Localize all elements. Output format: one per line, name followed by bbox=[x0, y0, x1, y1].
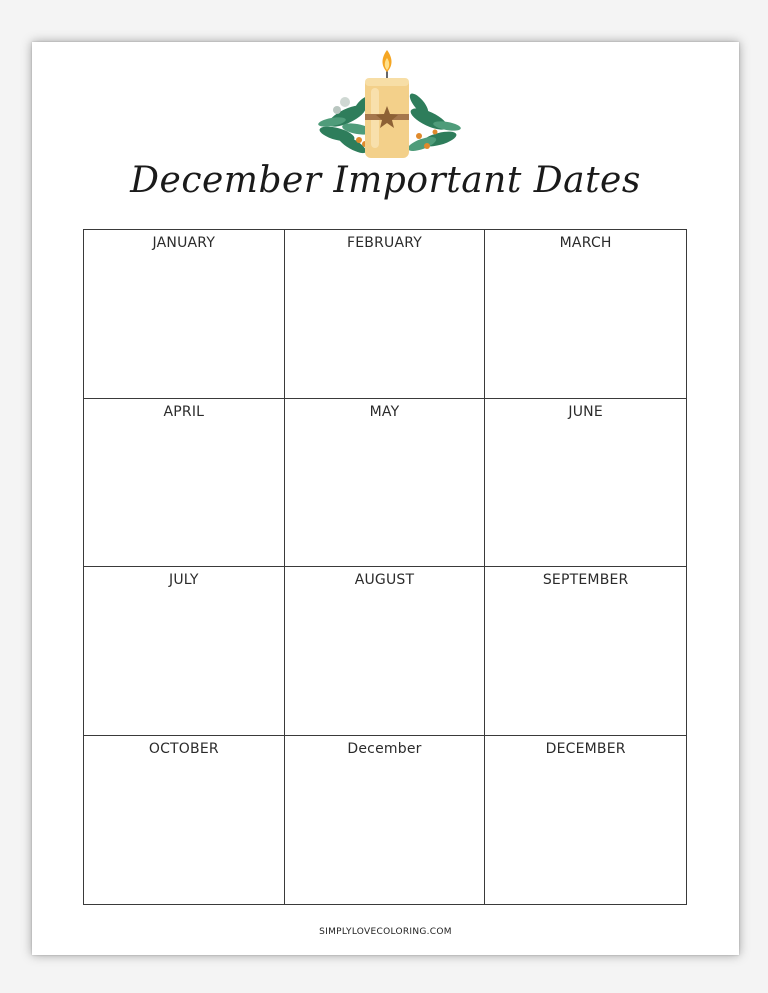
month-cell-april[interactable] bbox=[84, 399, 285, 568]
month-label: AUGUST bbox=[354, 572, 415, 588]
month-cell-july[interactable] bbox=[84, 567, 285, 736]
footer-website: SIMPLYLOVECOLORING.COM bbox=[319, 927, 452, 937]
month-cell-march[interactable] bbox=[485, 230, 686, 399]
months-grid bbox=[83, 229, 687, 905]
month-cell-january[interactable] bbox=[84, 230, 285, 399]
month-label: DECEMBER bbox=[545, 740, 626, 757]
month-cell-may[interactable] bbox=[285, 399, 486, 568]
month-label: JULY bbox=[168, 572, 199, 588]
month-cell-february[interactable] bbox=[285, 230, 486, 399]
month-label: JUNE bbox=[568, 403, 603, 420]
month-label: MARCH bbox=[559, 235, 612, 251]
month-cell-june[interactable] bbox=[485, 399, 686, 568]
month-label: SEPTEMBER bbox=[542, 572, 629, 588]
month-cell-august[interactable] bbox=[285, 567, 486, 736]
month-label: JANUARY bbox=[152, 235, 216, 251]
month-label: MAY bbox=[369, 403, 400, 420]
printable-page bbox=[32, 42, 739, 955]
month-cell-september[interactable] bbox=[485, 567, 686, 736]
month-cell-december[interactable] bbox=[485, 736, 686, 905]
month-label: APRIL bbox=[163, 403, 205, 420]
month-cell-october[interactable] bbox=[84, 736, 285, 905]
month-cell-november[interactable] bbox=[285, 736, 486, 905]
month-label: OCTOBER bbox=[148, 740, 219, 757]
candle-with-greenery-icon bbox=[307, 44, 467, 164]
month-label: FEBRUARY bbox=[346, 235, 423, 251]
month-label: December bbox=[347, 740, 422, 757]
page-title: December Important Dates bbox=[130, 160, 641, 201]
